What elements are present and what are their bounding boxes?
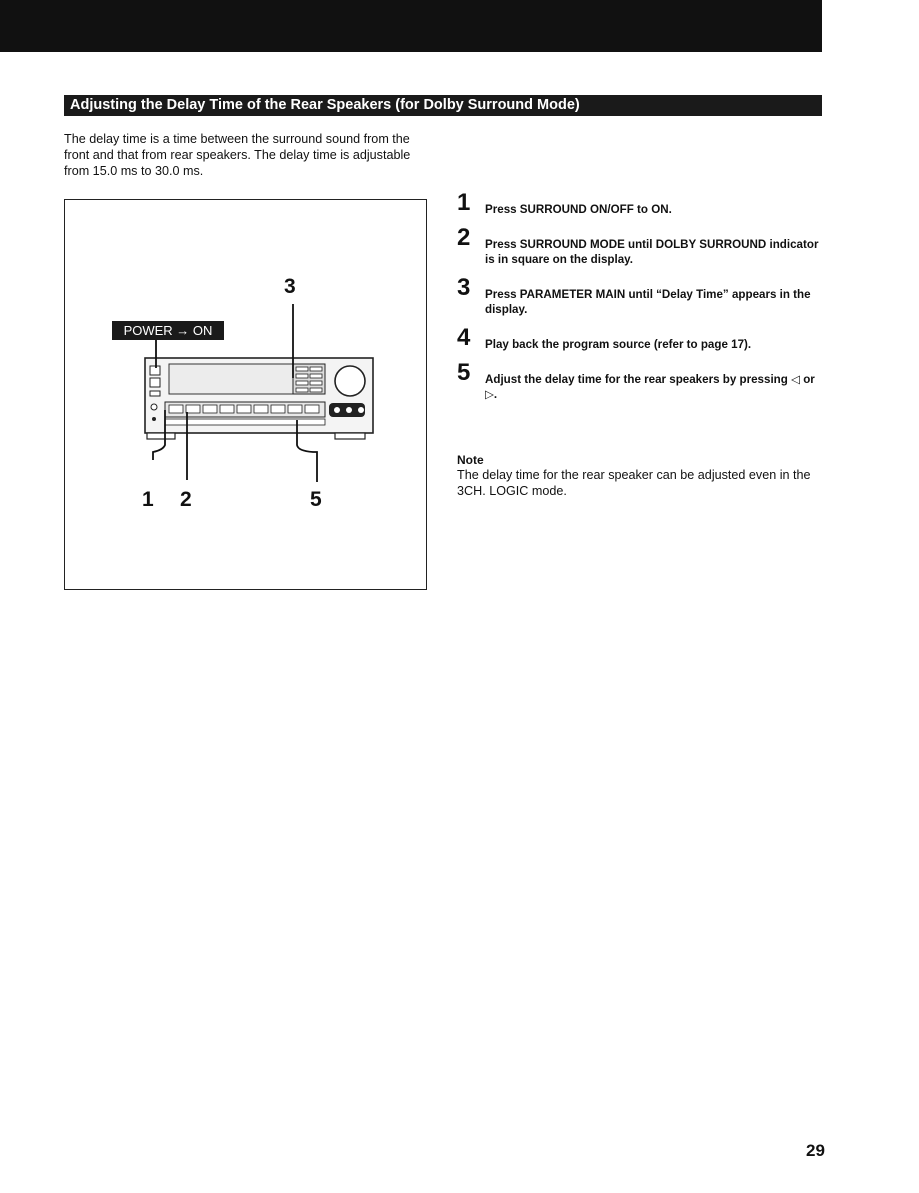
led-icon (152, 417, 156, 421)
section-heading: Adjusting the Delay Time of the Rear Speakers (for Dolby Surround Mode) (64, 95, 822, 116)
jack-icon (151, 404, 157, 410)
display-window (169, 364, 293, 394)
small-button (150, 391, 160, 396)
callout-2: 2 (180, 488, 192, 511)
step-text: Press PARAMETER MAIN until “Delay Time” appears in the display. (485, 288, 811, 316)
callout-3: 3 (284, 275, 296, 298)
note-title: Note (457, 453, 484, 467)
step-text: Play back the program source (refer to page 17). (485, 338, 752, 351)
page-number: 29 (806, 1141, 825, 1160)
trim-strip (165, 419, 325, 425)
step-list (457, 189, 827, 402)
step-number: 2 (457, 224, 471, 251)
step-number: 4 (457, 324, 471, 351)
step-item (457, 224, 827, 267)
intro-paragraph: The delay time is a time between the surround sound from the front and that from rear speakers. The delay time is adjustable from 15.0 ms to 30.0 ms. (64, 132, 411, 178)
note-text: The delay time for the rear speaker can be adjusted even in the 3CH. LOGIC mode. (457, 468, 811, 498)
callout-5: 5 (310, 488, 322, 511)
callout-1: 1 (142, 488, 154, 511)
step-number: 5 (457, 359, 471, 386)
step-item (457, 324, 827, 352)
receiver-figure (64, 199, 427, 590)
top-black-band (0, 0, 822, 52)
step-number: 3 (457, 274, 471, 301)
receiver-foot-right (335, 433, 365, 439)
receiver-foot-left (147, 433, 175, 439)
step-text: Adjust the delay time for the rear speakers by pressing ◁ or ▷. (485, 373, 815, 401)
receiver-illustration (65, 200, 428, 591)
step-item (457, 189, 827, 217)
step-text: Press SURROUND MODE until DOLBY SURROUND indicator is in square on the display. (485, 238, 819, 266)
step-item (457, 359, 827, 402)
step-item (457, 274, 827, 317)
volume-knob (335, 366, 365, 396)
power-on-label: POWER → ON (112, 321, 224, 340)
step-text: Press SURROUND ON/OFF to ON. (485, 203, 672, 216)
side-button (150, 378, 160, 387)
power-button (150, 366, 160, 375)
step-number: 1 (457, 189, 471, 216)
